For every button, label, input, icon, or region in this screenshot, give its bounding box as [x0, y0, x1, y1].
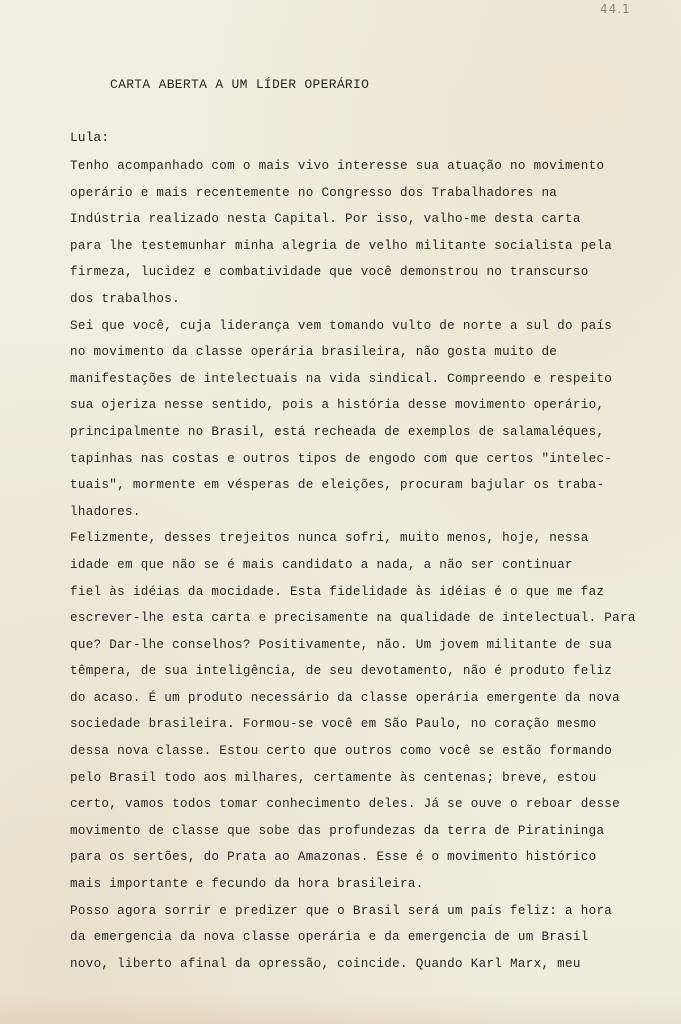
body-line: Tenho acompanhado com o mais vivo interesse sua atuação no movimento	[70, 159, 605, 173]
body-line: pelo Brasil todo aos milhares, certamente às centenas; breve, estou	[70, 770, 597, 785]
body-line: idade em que não se é mais candidato a nada, a não ser continuar	[70, 557, 573, 572]
body-line: movimento de classe que sobe das profundezas da terra de Piratininga	[70, 823, 605, 838]
body-line: do acaso. É um produto necessário da classe operária emergente da nova	[70, 690, 621, 705]
body-line: têmpera, de sua inteligência, de seu devotamento, não é produto feliz	[70, 664, 613, 679]
body-line: operário e mais recentemente no Congresso dos Trabalhadores na	[70, 185, 558, 200]
body-line: firmeza, lucidez e combatividade que você demonstrou no transcurso	[70, 265, 589, 280]
body-line: no movimento da classe operária brasileira, não gosta muito de	[70, 345, 558, 360]
body-line: Posso agora sorrir e predizer que o Brasil será um país feliz: a hora	[70, 903, 613, 918]
body-line: Indústria realizado nesta Capital. Por isso, valho-me desta carta	[70, 212, 581, 227]
body-line: dessa nova classe. Estou certo que outros como você se estão formando	[70, 744, 613, 759]
body-line: da emergencia da nova classe operária e da emergencia de um Brasil	[70, 930, 589, 945]
body-line: principalmente no Brasil, está recheada de exemplos de salamaléques,	[70, 424, 605, 439]
body-line: fiel às idéias da mocidade. Esta fidelidade às idéias é o que me faz	[70, 584, 605, 599]
body-line: Sei que você, cuja liderança vem tomando vulto de norte a sul do país	[70, 318, 613, 333]
body-line: lhadores.	[70, 504, 141, 519]
body-line: dos trabalhos.	[70, 291, 181, 306]
letter-body	[70, 153, 655, 977]
body-line: sociedade brasileira. Formou-se você em São Paulo, no coração mesmo	[70, 717, 597, 732]
body-line: tuais", mormente em vésperas de eleições, procuram bajular os traba-	[70, 478, 605, 493]
body-line: certo, vamos todos tomar conhecimento deles. Já se ouve o reboar desse	[70, 797, 621, 812]
handwritten-page-number: 44.1	[600, 2, 631, 16]
body-line: para os sertões, do Prata ao Amazonas. Esse é o movimento histórico	[70, 850, 597, 865]
body-line: novo, liberto afinal da opressão, coincide. Quando Karl Marx, meu	[70, 956, 581, 971]
letter-greeting: Lula:	[70, 130, 110, 145]
paper-stain	[0, 994, 681, 1024]
body-line: mais importante e fecundo da hora brasileira.	[70, 877, 424, 892]
body-line: Felizmente, desses trejeitos nunca sofri, muito menos, hoje, nessa	[70, 531, 589, 546]
body-line: para lhe testemunhar minha alegria de velho militante socialista pela	[70, 238, 613, 253]
body-line: tapinhas nas costas e outros tipos de engodo com que certos "intelec-	[70, 451, 613, 466]
body-line: escrever-lhe esta carta e precisamente na qualidade de intelectual. Para	[70, 611, 636, 626]
letter-title: CARTA ABERTA A UM LÍDER OPERÁRIO	[110, 77, 370, 92]
body-line: manifestações de intelectuais na vida sindical. Compreendo e respeito	[70, 371, 613, 386]
body-line: que? Dar-lhe conselhos? Positivamente, não. Um jovem militante de sua	[70, 637, 613, 652]
body-line: sua ojeriza nesse sentido, pois a história desse movimento operário,	[70, 398, 605, 413]
